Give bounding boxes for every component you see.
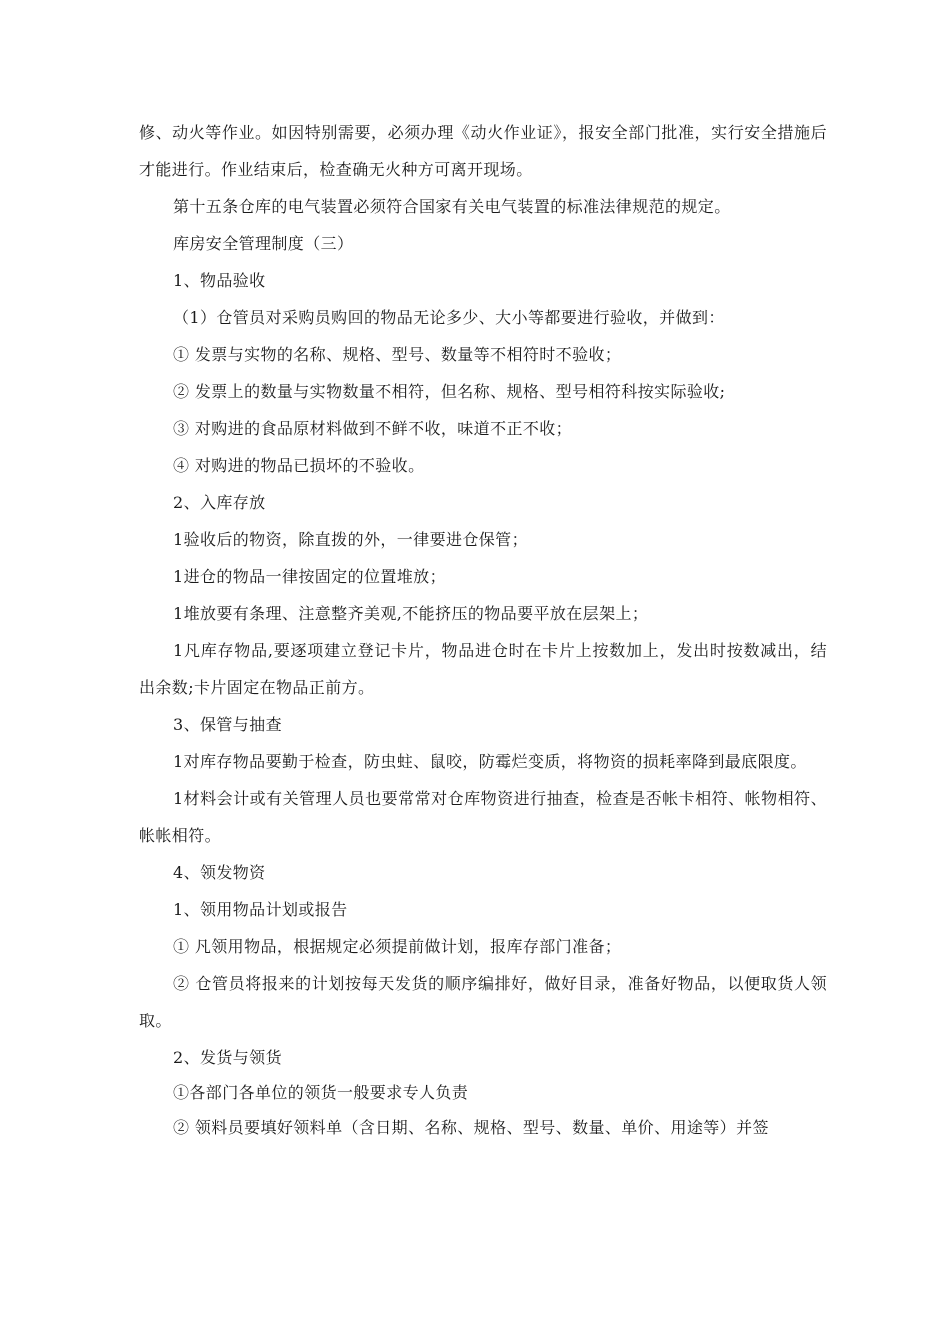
list-item: 1堆放要有条理、注意整齐美观,不能挤压的物品要平放在层架上； (173, 604, 649, 623)
section-heading: 库房安全管理制度（三） (173, 234, 354, 253)
subheading-delivery: 2、发货与领货 (173, 1048, 282, 1067)
list-item: 1凡库存物品,要逐项建立登记卡片，物品进仓时在卡片上按数加上，发出时按数减出，结出余数;卡片固定在物品正前方。 (139, 641, 827, 697)
paragraph-inspection-intro: （1）仓管员对采购员购回的物品无论多少、大小等都要进行验收，并做到： (173, 308, 725, 327)
list-item: 1验收后的物资，除直拨的外，一律要进仓保管； (173, 530, 528, 549)
list-item: ①各部门各单位的领货一般要求专人负责 (173, 1083, 469, 1102)
paragraph-article-15: 第十五条仓库的电气装置必须符合国家有关电气装置的标准法律规范的规定。 (173, 197, 731, 216)
list-item: 1对库存物品要勤于检查，防虫蛀、鼠咬，防霉烂变质，将物资的损耗率降到最底限度。 (173, 752, 807, 771)
subheading-issuing-materials: 4、领发物资 (173, 863, 266, 882)
subheading-storage: 2、入库存放 (173, 493, 266, 512)
list-item: ① 凡领用物品，根据规定必须提前做计划，报库存部门准备； (173, 937, 622, 956)
list-item: ② 仓管员将报来的计划按每天发货的顺序编排好，做好目录，准备好物品，以便取货人领取。 (139, 974, 827, 1030)
list-item: ③ 对购进的食品原材料做到不鲜不收，味道不正不收； (173, 419, 573, 438)
paragraph-continuation: 修、动火等作业。如因特别需要，必须办理《动火作业证》，报安全部门批准，实行安全措施后才能进行。作业结束后，检查确无火种方可离开现场。 (139, 123, 827, 179)
list-item: ② 领料员要填好领料单（含日期、名称、规格、型号、数量、单价、用途等）并签 (173, 1118, 769, 1137)
document-body (139, 114, 827, 1146)
list-item: ④ 对购进的物品已损坏的不验收。 (173, 456, 425, 475)
list-item: ① 发票与实物的名称、规格、型号、数量等不相符时不验收； (173, 345, 622, 364)
subheading-requisition-plan: 1、领用物品计划或报告 (173, 900, 348, 919)
list-item: 1材料会计或有关管理人员也要常常对仓库物资进行抽查，检查是否帐卡相符、帐物相符、帐帐相符。 (139, 789, 827, 845)
list-item: ② 发票上的数量与实物数量不相符，但名称、规格、型号相符科按实际验收; (173, 382, 726, 401)
subheading-goods-inspection: 1、物品验收 (173, 271, 266, 290)
subheading-custody-check: 3、保管与抽查 (173, 715, 282, 734)
list-item: 1进仓的物品一律按固定的位置堆放； (173, 567, 446, 586)
